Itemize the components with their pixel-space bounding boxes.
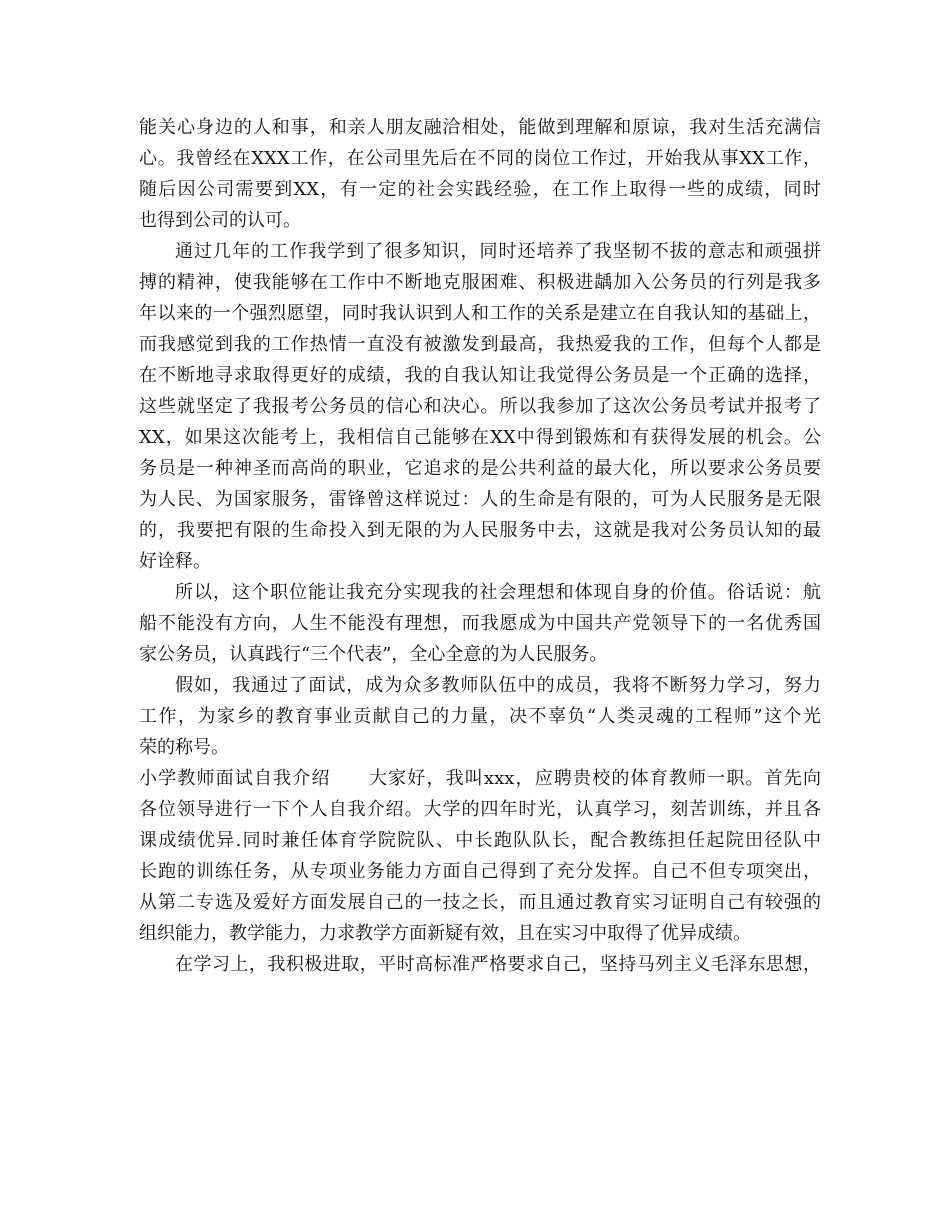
text-line: 组织能力，教学能力，力求教学方面新疑有效，且在实习中取得了优异成绩。 <box>139 923 751 944</box>
text-line: 年以来的一个强烈愿望，同时我认识到人和工作的关系是建立在自我认知的基础上， <box>139 303 821 324</box>
text-line: 的，我要把有限的生命投入到无限的为人民服务中去，这就是我对公务员认知的最 <box>139 520 821 541</box>
text-line: 务员是一种神圣而高尚的职业，它追求的是公共利益的最大化，所以要求公务员要 <box>139 458 821 479</box>
text-line: XX，如果这次能考上，我相信自己能够在XX中得到锻炼和有获得发展的机会。公 <box>139 427 821 448</box>
text-line: 课成绩优异.同时兼任体育学院院队、中长跑队队长，配合教练担任起院田径队中 <box>139 830 821 851</box>
text-line: 小学教师面试自我介绍 大家好，我叫xxx，应聘贵校的体育教师一职。首先向 <box>139 768 821 789</box>
text-line: 而我感觉到我的工作热情一直没有被激发到最高，我热爱我的工作，但每个人都是 <box>139 334 821 355</box>
text-line: 假如，我通过了面试，成为众多教师队伍中的成员，我将不断努力学习，努力 <box>175 675 821 696</box>
text-line: 各位领导进行一下个人自我介绍。大学的四年时光，认真学习，刻苦训练，并且各 <box>139 799 821 820</box>
text-line: 也得到公司的认可。 <box>139 210 301 231</box>
text-line: 搏的精神，使我能够在工作中不断地克服困难、积极进龋加入公务员的行列是我多 <box>139 272 821 293</box>
text-line: 通过几年的工作我学到了很多知识，同时还培养了我坚韧不拔的意志和顽强拼 <box>175 241 821 262</box>
text-line: 从第二专选及爱好方面发展自己的一技之长，而且通过教育实习证明自己有较强的 <box>139 892 821 913</box>
text-line: 随后因公司需要到XX，有一定的社会实践经验，在工作上取得一些的成绩，同时 <box>139 179 821 200</box>
text-line: 在不断地寻求取得更好的成绩，我的自我认知让我觉得公务员是一个正确的选择， <box>139 365 821 386</box>
text-line: 所以，这个职位能让我充分实现我的社会理想和体现自身的价值。俗话说：航 <box>175 582 821 603</box>
text-line: 长跑的训练任务，从专项业务能力方面自己得到了充分发挥。自己不但专项突出， <box>139 861 821 882</box>
text-line: 荣的称号。 <box>139 737 229 758</box>
text-line: 好诠释。 <box>139 551 211 572</box>
text-line: 在学习上，我积极进取，平时高标准严格要求自己，坚持马列主义毛泽东思想， <box>175 954 821 975</box>
text-line: 心。我曾经在XXX工作，在公司里先后在不同的岗位工作过，开始我从事XX工作， <box>139 148 821 169</box>
text-line: 为人民、为国家服务，雷锋曾这样说过：人的生命是有限的，可为人民服务是无限 <box>139 489 821 510</box>
text-line: 能关心身边的人和事，和亲人朋友融洽相处，能做到理解和原谅，我对生活充满信 <box>139 117 821 138</box>
text-line: 船不能没有方向，人生不能没有理想，而我愿成为中国共产党领导下的一名优秀国 <box>139 613 821 634</box>
document-body <box>139 112 821 980</box>
text-line: 工作，为家乡的教育事业贡献自己的力量，决不辜负“人类灵魂的工程师”这个光 <box>139 706 821 727</box>
text-line: 这些就坚定了我报考公务员的信心和决心。所以我参加了这次公务员考试并报考了 <box>139 396 821 417</box>
text-line: 家公务员，认真践行“三个代表”，全心全意的为人民服务。 <box>139 644 608 665</box>
